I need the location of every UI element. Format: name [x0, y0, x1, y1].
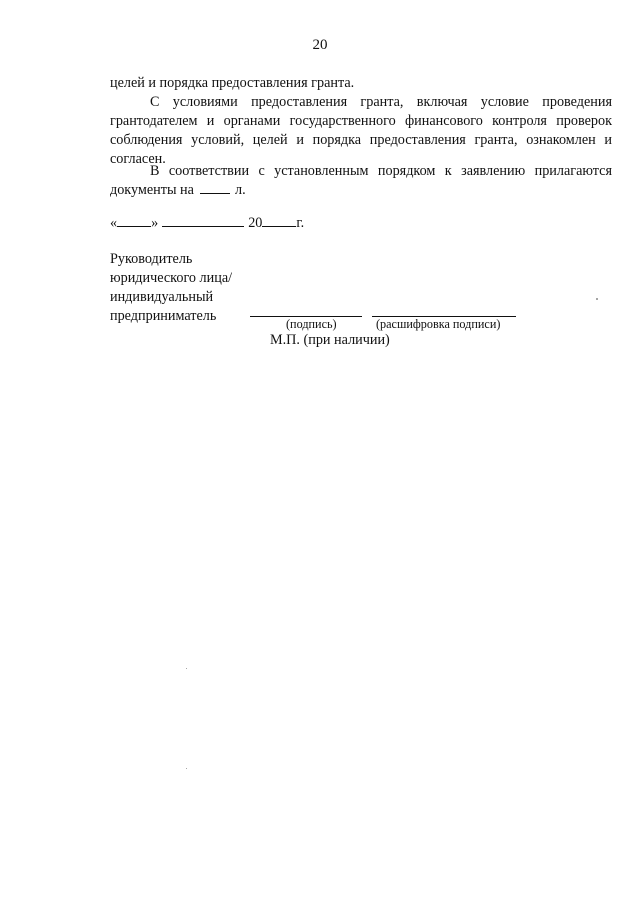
signature-decoding-caption: (расшифровка подписи): [376, 317, 501, 331]
open-quote: «: [110, 215, 118, 231]
signature-caption: (подпись): [286, 317, 337, 331]
scan-speck: [186, 668, 187, 669]
paragraph-grant-conditions: С условиями предоставления гранта, включая условие проведения грантодателем и органами государственного финансового контроля проверок соблюдения условий, целей и порядка предоставления гранта, ознакомлен и согласен.: [110, 94, 612, 167]
stamp-place: М.П. (при наличии): [270, 332, 390, 348]
date-line: [110, 214, 304, 233]
attached-documents-text: В соответствии с установленным порядком к заявлению прилагаются документы на: [110, 163, 612, 198]
scan-speck: [186, 768, 187, 769]
signer-line-2: юридического лица/: [110, 270, 233, 286]
year-suffix: г.: [296, 215, 305, 231]
close-quote: »: [151, 215, 159, 231]
scan-speck: [596, 298, 598, 300]
page-count-blank[interactable]: [200, 181, 230, 194]
pages-suffix: л.: [235, 182, 246, 198]
year-prefix: 20: [248, 215, 263, 231]
signer-line-1: Руководитель: [110, 251, 193, 267]
paragraph-attached-documents: [110, 162, 612, 200]
day-blank[interactable]: [117, 214, 151, 227]
signer-line-3: индивидуальный: [110, 289, 214, 305]
month-blank[interactable]: [162, 214, 244, 227]
page-number: 20: [312, 37, 328, 53]
year-blank[interactable]: [262, 214, 296, 227]
signer-title: [110, 250, 232, 326]
signer-line-4: предприниматель: [110, 308, 217, 324]
paragraph-continuation: целей и порядка предоставления гранта.: [110, 75, 355, 91]
